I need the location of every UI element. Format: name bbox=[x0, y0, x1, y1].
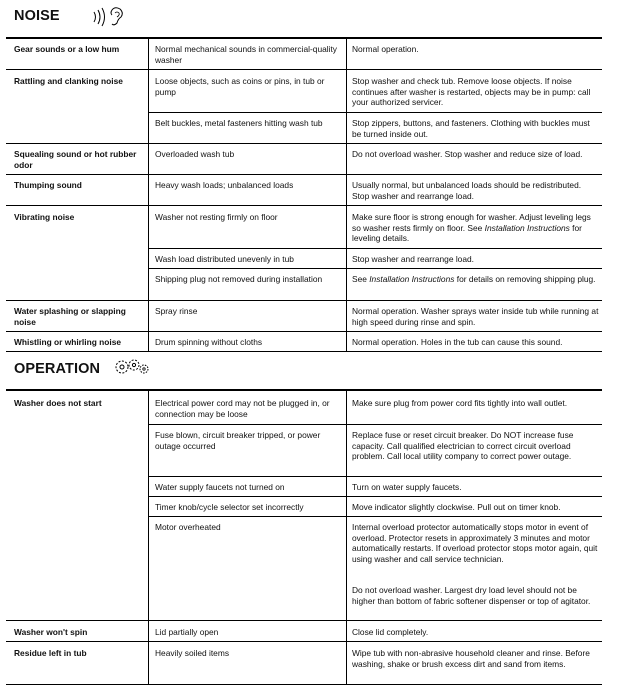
sub-row-divider bbox=[148, 476, 602, 477]
cause-cell: Normal mechanical sounds in commercial-quality washer bbox=[155, 44, 337, 65]
cause-cell: Timer knob/cycle selector set incorrectly bbox=[155, 502, 304, 512]
row-divider bbox=[6, 69, 602, 70]
solution-cell: Usually normal, but unbalanced loads should be redistributed. Stop washer and rearrange load. bbox=[352, 180, 582, 201]
cause-cell: Lid partially open bbox=[155, 627, 219, 637]
solution-cell: Move indicator slightly clockwise. Pull out on timer knob. bbox=[352, 502, 561, 512]
row-divider bbox=[6, 174, 602, 175]
cause-cell: Overloaded wash tub bbox=[155, 149, 235, 159]
solution-cell: Make sure plug from power cord fits tightly into wall outlet. bbox=[352, 398, 568, 408]
operation-table-top-rule bbox=[6, 389, 602, 391]
solution-cell: Close lid completely. bbox=[352, 627, 429, 637]
row-divider bbox=[6, 351, 602, 352]
sub-row-divider bbox=[148, 516, 602, 517]
cause-cell: Spray rinse bbox=[155, 306, 198, 316]
problem-cell: Residue left in tub bbox=[14, 648, 87, 658]
cause-cell: Shipping plug not removed during installation bbox=[155, 274, 323, 284]
col-divider bbox=[148, 39, 149, 351]
problem-cell: Squealing sound or hot rubber odor bbox=[14, 149, 137, 170]
solution-cell: Make sure floor is strong enough for washer. Adjust leveling legs so washer rests firmly on floor. See Installation Instructions for leveling details. bbox=[352, 212, 591, 244]
cause-cell: Motor overheated bbox=[155, 522, 221, 532]
row-divider bbox=[6, 143, 602, 144]
sub-row-divider bbox=[148, 496, 602, 497]
problem-cell: Water splashing or slapping noise bbox=[14, 306, 126, 327]
problem-cell: Gear sounds or a low hum bbox=[14, 44, 120, 54]
row-divider bbox=[6, 684, 602, 685]
row-divider bbox=[6, 205, 602, 206]
cause-cell: Drum spinning without cloths bbox=[155, 337, 263, 347]
solution-cell: Do not overload washer. Stop washer and reduce size of load. bbox=[352, 149, 583, 159]
problem-cell: Whistling or whirling noise bbox=[14, 337, 122, 347]
operation-section-title: OPERATION bbox=[14, 361, 101, 377]
solution-cell: Stop washer and rearrange load. bbox=[352, 254, 474, 264]
noise-section-title: NOISE bbox=[14, 8, 60, 24]
noise-table-top-rule bbox=[6, 37, 602, 39]
sub-row-divider bbox=[148, 112, 602, 113]
solution-cell: Replace fuse or reset circuit breaker. Do NOT increase fuse capacity. Call qualified electrician to correct circuit overload problem. Call local utility company to correct power outage. bbox=[352, 430, 574, 462]
cause-cell: Heavily soiled items bbox=[155, 648, 230, 658]
solution-cell: Do not overload washer. Largest dry load level should not be higher than bottom of fabric softener dispenser or top of agitator. bbox=[352, 585, 591, 606]
cause-cell: Belt buckles, metal fasteners hitting wash tub bbox=[155, 118, 323, 128]
cause-cell: Washer not resting firmly on floor bbox=[155, 212, 278, 222]
gears-icon bbox=[112, 357, 152, 382]
row-divider bbox=[6, 620, 602, 621]
problem-cell: Thumping sound bbox=[14, 180, 82, 190]
ear-sound-icon bbox=[90, 6, 132, 33]
solution-cell: See Installation Instructions for details on removing shipping plug. bbox=[352, 274, 596, 284]
sub-row-divider bbox=[148, 268, 602, 269]
solution-cell: Normal operation. Washer sprays water inside tub while running at high speed during rinse and spin. bbox=[352, 306, 599, 327]
cause-cell: Electrical power cord may not be plugged in, or connection may be loose bbox=[155, 398, 330, 419]
solution-cell: Wipe tub with non-abrasive household cleaner and rinse. Before washing, shake or brush excess dirt and sand from items. bbox=[352, 648, 590, 669]
solution-cell: Normal operation. Holes in the tub can cause this sound. bbox=[352, 337, 563, 347]
sub-row-divider bbox=[148, 424, 602, 425]
problem-cell: Washer does not start bbox=[14, 398, 102, 408]
problem-cell: Vibrating noise bbox=[14, 212, 75, 222]
cause-cell: Fuse blown, circuit breaker tripped, or power outage occurred bbox=[155, 430, 321, 451]
solution-cell: Stop zippers, buttons, and fasteners. Clothing with buckles must be turned inside out. bbox=[352, 118, 590, 139]
problem-cell: Rattling and clanking noise bbox=[14, 76, 123, 86]
row-divider bbox=[6, 300, 602, 301]
cause-cell: Heavy wash loads; unbalanced loads bbox=[155, 180, 294, 190]
solution-cell: Turn on water supply faucets. bbox=[352, 482, 462, 492]
cause-cell: Wash load distributed unevenly in tub bbox=[155, 254, 294, 264]
cause-cell: Water supply faucets not turned on bbox=[155, 482, 285, 492]
solution-cell: Internal overload protector automatically stops motor in event of overload. Protector resets in approximately 3 minutes and motor automatically restarts. If overload protector stops motor again, quit using washer and call service technician. bbox=[352, 522, 598, 564]
installation-instructions-ref: Installation Instructions bbox=[369, 274, 455, 284]
row-divider bbox=[6, 641, 602, 642]
installation-instructions-ref: Installation Instructions bbox=[484, 222, 570, 233]
cause-cell: Loose objects, such as coins or pins, in tub or pump bbox=[155, 76, 325, 97]
col-divider bbox=[346, 39, 347, 351]
row-divider bbox=[6, 331, 602, 332]
solution-cell: Normal operation. bbox=[352, 44, 419, 54]
solution-cell: Stop washer and check tub. Remove loose objects. If noise continues after washer is restarted, objects may be in pump: call your authorized servicer. bbox=[352, 76, 591, 108]
problem-cell: Washer won't spin bbox=[14, 627, 88, 637]
sub-row-divider bbox=[148, 248, 602, 249]
